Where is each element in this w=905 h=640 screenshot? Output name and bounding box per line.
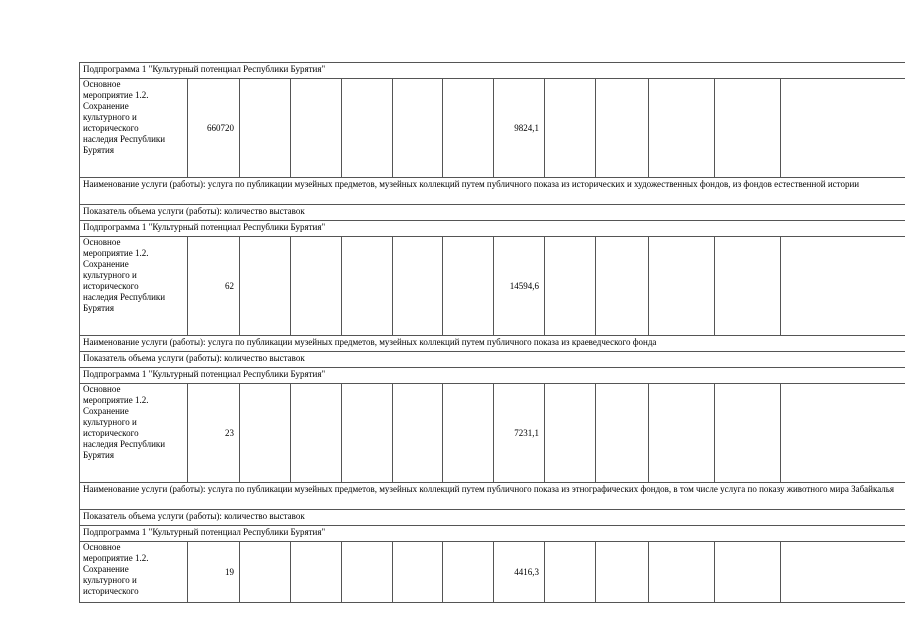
empty-cell <box>596 542 649 603</box>
indicator-name: Показатель объема услуги (работы): количество выставок <box>80 205 905 221</box>
indicator-name: Показатель объема услуги (работы): количество выставок <box>80 352 905 368</box>
funding-amount: 9824,1 <box>494 79 545 178</box>
indicator-row <box>80 510 905 526</box>
empty-cell <box>715 542 781 603</box>
empty-cell <box>781 542 905 603</box>
funding-amount: 7231,1 <box>494 384 545 483</box>
service-name: Наименование услуги (работы): услуга по публикации музейных предметов, музейных коллекций путем публичного показа из исторических и художественных фондов, из фондов естественной истории <box>80 178 905 205</box>
subprogram-title: Подпрограмма 1 "Культурный потенциал Республики Бурятия" <box>80 526 905 542</box>
empty-cell <box>443 384 494 483</box>
empty-cell <box>240 237 291 336</box>
empty-cell <box>240 79 291 178</box>
empty-cell <box>715 237 781 336</box>
funding-amount: 4416,3 <box>494 542 545 603</box>
empty-cell <box>715 79 781 178</box>
subprogram-row <box>80 368 905 384</box>
volume-value: 19 <box>188 542 240 603</box>
service-name: Наименование услуги (работы): услуга по публикации музейных предметов, музейных коллекций путем публичного показа из этнографических фондов, в том числе услуга по показу животного мира Забайкалья <box>80 483 905 510</box>
empty-cell <box>393 79 443 178</box>
empty-cell <box>596 384 649 483</box>
empty-cell <box>545 237 596 336</box>
empty-cell <box>240 542 291 603</box>
indicator-name: Показатель объема услуги (работы): количество выставок <box>80 510 905 526</box>
empty-cell <box>443 542 494 603</box>
activity-name: Основное мероприятие 1.2. Сохранение культурного и исторического наследия Республики Бурятия <box>80 384 188 483</box>
empty-cell <box>781 237 905 336</box>
activity-name: Основное мероприятие 1.2. Сохранение культурного и исторического наследия Республики Бурятия <box>80 237 188 336</box>
volume-value: 62 <box>188 237 240 336</box>
activity-name: Основное мероприятие 1.2. Сохранение культурного и исторического наследия Республики Бурятия <box>80 79 188 178</box>
activity-name: Основное мероприятие 1.2. Сохранение культурного и исторического <box>80 542 188 603</box>
empty-cell <box>649 384 715 483</box>
empty-cell <box>393 542 443 603</box>
activity-row <box>80 384 905 483</box>
empty-cell <box>291 542 342 603</box>
empty-cell <box>291 79 342 178</box>
subprogram-row <box>80 221 905 237</box>
service-row <box>80 336 905 352</box>
empty-cell <box>649 542 715 603</box>
empty-cell <box>240 384 291 483</box>
subprogram-title: Подпрограмма 1 "Культурный потенциал Республики Бурятия" <box>80 221 905 237</box>
empty-cell <box>291 237 342 336</box>
empty-cell <box>342 237 393 336</box>
empty-cell <box>342 384 393 483</box>
volume-value: 23 <box>188 384 240 483</box>
volume-value: 660720 <box>188 79 240 178</box>
subprogram-row <box>80 526 905 542</box>
empty-cell <box>443 79 494 178</box>
empty-cell <box>596 79 649 178</box>
activity-row <box>80 79 905 178</box>
service-row <box>80 483 905 510</box>
empty-cell <box>393 384 443 483</box>
service-name: Наименование услуги (работы): услуга по публикации музейных предметов, музейных коллекций путем публичного показа из краеведческого фонда <box>80 336 905 352</box>
indicator-row <box>80 205 905 221</box>
funding-amount: 14594,6 <box>494 237 545 336</box>
empty-cell <box>781 79 905 178</box>
empty-cell <box>393 237 443 336</box>
empty-cell <box>649 237 715 336</box>
empty-cell <box>545 542 596 603</box>
empty-cell <box>443 237 494 336</box>
program-table <box>79 62 905 603</box>
activity-row <box>80 237 905 336</box>
empty-cell <box>649 79 715 178</box>
empty-cell <box>545 79 596 178</box>
activity-row <box>80 542 905 603</box>
empty-cell <box>596 237 649 336</box>
subprogram-row <box>80 63 905 79</box>
subprogram-title: Подпрограмма 1 "Культурный потенциал Республики Бурятия" <box>80 368 905 384</box>
empty-cell <box>342 542 393 603</box>
empty-cell <box>291 384 342 483</box>
empty-cell <box>781 384 905 483</box>
service-row <box>80 178 905 205</box>
subprogram-title: Подпрограмма 1 "Культурный потенциал Республики Бурятия" <box>80 63 905 79</box>
empty-cell <box>715 384 781 483</box>
empty-cell <box>545 384 596 483</box>
indicator-row <box>80 352 905 368</box>
empty-cell <box>342 79 393 178</box>
